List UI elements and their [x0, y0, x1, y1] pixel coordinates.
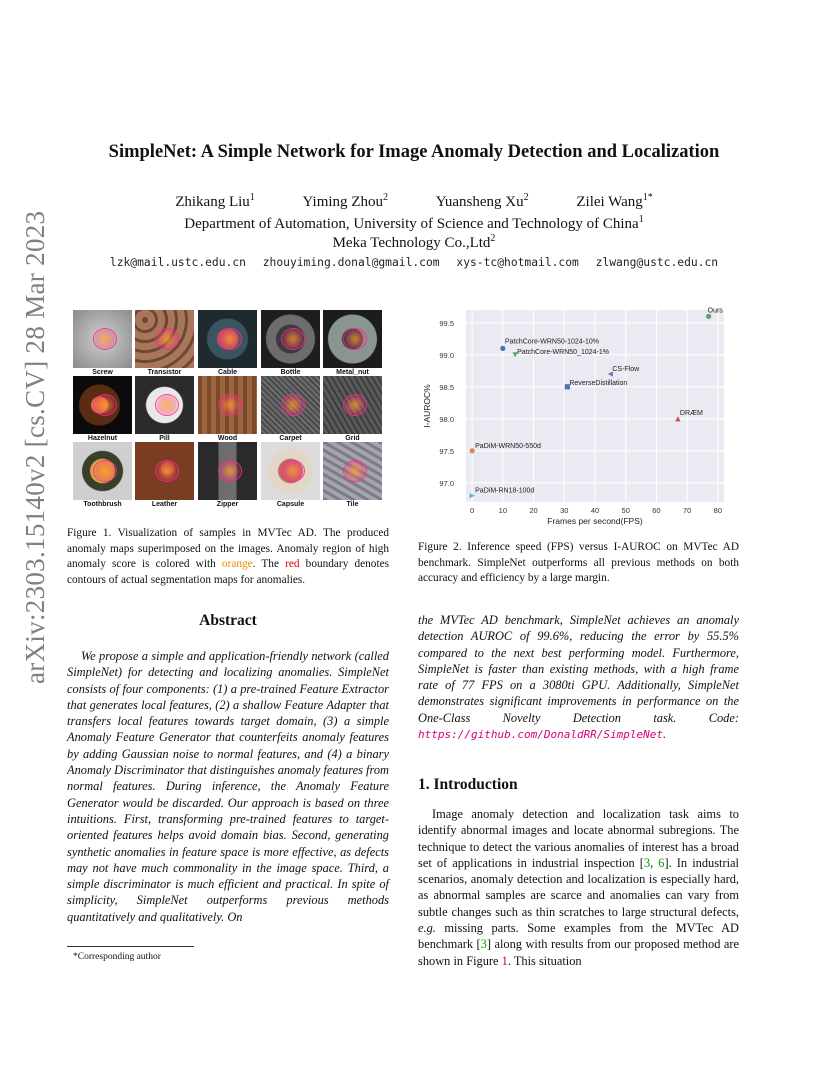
sample-carpet [261, 376, 320, 442]
sample-label: Carpet [279, 435, 302, 442]
data-point-label: CS-Flow [612, 366, 640, 373]
sample-cable [198, 310, 257, 376]
sample-image [261, 376, 320, 434]
sample-image [135, 376, 194, 434]
sample-label: Toothbrush [83, 501, 122, 508]
x-tick-label: 80 [713, 506, 723, 515]
citation-link[interactable]: 3 [643, 855, 651, 870]
anomaly-heatmap [93, 394, 117, 416]
author: Zilei Wang$^{1*}$ [576, 192, 653, 210]
sample-label: Cable [217, 369, 238, 376]
sample-capsule [261, 442, 320, 508]
introduction-text: Image anomaly detection and localization task aims to identify abnormal images and locate abnormal subregions. The technique to detect the various anomalies of interest has a broad set of applications in industrial inspection [3, 6]. In industrial scenarios, anomaly detection and localization is especially hard, as abnormal samples are scarce and anomalies can vary from subtle changes such as thin scratches to large structural defects, e.g. missing parts. Some examples from the MVTec AD benchmark [3] along with results from our proposed method are shown in Figure 1. This situation [418, 807, 739, 968]
sample-label: Bottle [280, 369, 301, 376]
sample-image [135, 310, 194, 368]
data-point-padim-wrn50-550d [470, 448, 475, 453]
sample-metal_nut [323, 310, 382, 376]
sample-zipper [198, 442, 257, 508]
x-tick-label: 0 [470, 506, 475, 515]
footnote-rule [67, 946, 194, 947]
figure-reference-link[interactable]: 1 [501, 953, 508, 968]
email: zlwang@ustc.edu.cn [595, 256, 719, 269]
author-list [0, 192, 828, 211]
data-point-label: Ours [707, 307, 723, 315]
citation-link[interactable]: 3 [480, 937, 487, 952]
sample-image [323, 310, 382, 368]
data-point-label: PatchCore-WRN50_1024-1% [517, 348, 609, 356]
data-point-label: ReverseDistillation [569, 379, 628, 387]
x-axis-label: Frames per second(FPS) [547, 516, 643, 526]
email: lzk@mail.ustc.edu.cn [109, 256, 246, 269]
y-tick-label: 99.0 [439, 350, 454, 360]
citation-link[interactable]: 6 [658, 855, 665, 870]
anomaly-heatmap [281, 460, 305, 482]
figure-2-caption: Figure 2. Inference speed (FPS) versus I-AUROC on MVTec AD benchmark. SimpleNet outperforms all previous methods on both accuracy and efficiency by a large margin. [418, 541, 739, 584]
author: Zhikang Liu$^1$ [175, 192, 255, 210]
sample-label: Pill [159, 435, 170, 442]
data-point-label: PaDiM-RN18-100d [475, 487, 535, 495]
x-tick-label: 70 [682, 506, 692, 515]
affiliation-1: Department of Automation, University of Science and Technology of China$^1$ [184, 214, 644, 232]
code-link[interactable]: https://github.com/DonaldRR/SimpleNet [418, 728, 664, 742]
data-point-patchcore-wrn50-1024-10- [500, 346, 505, 351]
anomaly-heatmap [155, 328, 179, 350]
sample-transistor [135, 310, 194, 376]
email: xys-tc@hotmail.com [456, 256, 579, 269]
anomaly-heatmap [218, 394, 242, 416]
x-tick-label: 10 [498, 506, 508, 515]
sample-hazelnut [73, 376, 132, 442]
y-axis-label: I-AUROC% [422, 384, 432, 428]
sample-label: Leather [151, 501, 178, 508]
sample-screw [73, 310, 132, 376]
x-tick-label: 30 [560, 506, 569, 515]
anomaly-heatmap [343, 328, 367, 350]
anomaly-heatmap [93, 328, 117, 350]
sample-image [73, 376, 132, 434]
x-tick-label: 50 [621, 506, 630, 515]
y-tick-label: 99.5 [439, 318, 454, 328]
anomaly-heatmap [93, 460, 117, 482]
introduction-heading: 1. Introduction [418, 776, 518, 793]
sample-label: Capsule [276, 501, 305, 508]
anomaly-heatmap [155, 394, 179, 416]
sample-bottle [261, 310, 320, 376]
x-tick-label: 20 [529, 506, 538, 515]
sample-image [135, 442, 194, 500]
sample-label: Metal_nut [336, 369, 369, 376]
sample-label: Zipper [216, 501, 239, 508]
email-list [0, 256, 828, 269]
sample-label: Wood [217, 435, 238, 442]
sample-image [323, 376, 382, 434]
sample-label: Grid [345, 435, 360, 442]
anomaly-heatmap [218, 460, 242, 482]
figure-1-caption: Figure 1. Visualization of samples in MVTec AD. The produced anomaly maps superimposed on the images. Anomaly region of high anomaly score is colored with orange. The red boundary denotes contours of actual segmentation maps for anomalies. [67, 527, 389, 586]
y-tick-label: 97.5 [439, 446, 454, 456]
sample-pill [135, 376, 194, 442]
sample-label: Tile [346, 501, 359, 508]
sample-image [323, 442, 382, 500]
author: Yuansheng Xu$^2$ [435, 192, 529, 210]
anomaly-heatmap [281, 328, 305, 350]
sample-image [73, 442, 132, 500]
email: zhouyiming.donal@gmail.com [262, 256, 440, 269]
sample-toothbrush [73, 442, 132, 508]
anomaly-heatmap [281, 394, 305, 416]
author: Yiming Zhou$^2$ [302, 192, 388, 210]
sample-tile [323, 442, 382, 508]
data-point-label: PatchCore-WRN50-1024-10% [504, 338, 600, 346]
abstract-text-right: the MVTec AD benchmark, SimpleNet achieves an anomaly detection AUROC of 99.6%, reducing the error by 55.5% compared to the next best performing model. Furthermore, SimpleNet is faster than existing methods, with a high frame rate of 77 FPS on a 3080ti GPU. Additionally, SimpleNet demonstrates significant improvements in performance on the One-Class Novelty Detection task. Code: https://github.com/DonaldRR/SimpleNet. [418, 613, 739, 742]
sample-image [73, 310, 132, 368]
sample-image [198, 376, 257, 434]
data-point-label: PaDiM-WRN50-550d [475, 442, 541, 450]
data-point-label: DRÆM [679, 409, 703, 417]
sample-leather [135, 442, 194, 508]
sample-label: Screw [92, 369, 113, 376]
sample-wood [198, 376, 257, 442]
figure-2-chart [414, 300, 744, 530]
anomaly-heatmap [218, 328, 242, 350]
x-tick-label: 60 [652, 506, 661, 515]
affiliation-2: Meka Technology Co.,Ltd$^2$ [332, 233, 496, 251]
sample-grid [323, 376, 382, 442]
y-tick-label: 98.0 [439, 414, 454, 424]
footnote: *Corresponding author [73, 952, 161, 962]
anomaly-heatmap [155, 460, 179, 482]
y-tick-label: 98.5 [439, 382, 454, 392]
y-tick-label: 97.0 [439, 478, 454, 488]
sample-image [261, 442, 320, 500]
sample-image [261, 310, 320, 368]
anomaly-heatmap [343, 394, 367, 416]
data-point-ours [706, 314, 711, 319]
x-tick-label: 40 [590, 506, 600, 515]
abstract-heading: Abstract [199, 612, 257, 629]
paper-title: SimpleNet: A Simple Network for Image Anomaly Detection and Localization [108, 142, 720, 162]
arxiv-identifier: arXiv:2303.15140v2 [cs.CV] 28 Mar 2023 [20, 210, 50, 684]
sample-image [198, 442, 257, 500]
abstract-text-left: We propose a simple and application-friendly network (called SimpleNet) for detecting and localizing anomalies. SimpleNet consists of four components: (1) a pre-trained Feature Extractor that generates local features, (2) a shallow Feature Adapter that transfers local features towards target domain, (3) a simple Anomaly Feature Generator that counterfeits anomaly features by adding Gaussian noise to normal features, and (4) a binary Anomaly Discriminator that distinguishes anomaly features from normal features. During inference, the Anomaly Feature Generator would be discarded. Our approach is based on three intuitions. First, transforming pre-trained features to target-oriented features helps avoid domain bias. Second, generating synthetic anomalies in feature space is more effective, as defects may not have much commonality in the image space. Third, a simple discriminator is much efficient and practical. In spite of simplicity, SimpleNet outperforms previous methods quantitatively and qualitatively. On [67, 649, 389, 924]
sample-label: Transistor [147, 369, 182, 376]
sample-image [198, 310, 257, 368]
anomaly-heatmap [343, 460, 367, 482]
sample-label: Hazelnut [87, 435, 118, 442]
